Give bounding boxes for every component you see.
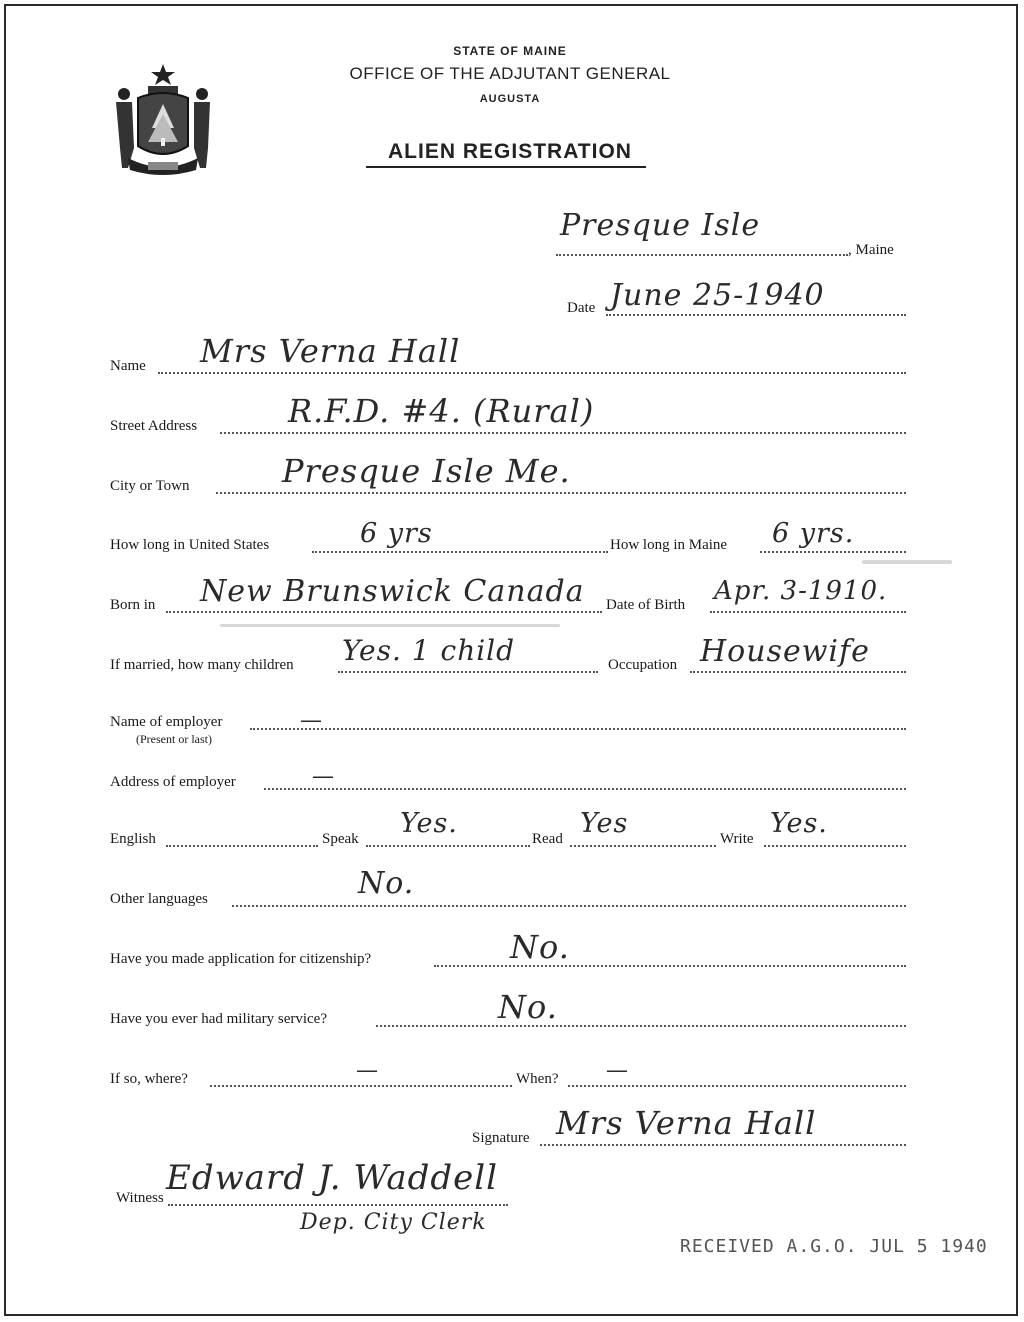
name-label: Name xyxy=(110,358,146,374)
received-stamp: RECEIVED A.G.O. JUL 5 1940 xyxy=(680,1236,988,1257)
title-underline xyxy=(366,166,646,168)
speak-value: Yes. xyxy=(400,808,458,839)
write-value: Yes. xyxy=(770,808,828,839)
employer-sublabel: (Present or last) xyxy=(136,732,212,746)
date-label: Date xyxy=(567,300,596,316)
speak-label: Speak xyxy=(322,831,359,847)
header-city: AUGUSTA xyxy=(479,93,541,105)
us-years-label: How long in United States xyxy=(110,537,270,553)
read-line xyxy=(570,845,716,847)
citizenship-line xyxy=(434,965,906,967)
employer-address-line xyxy=(264,788,906,790)
dob-line xyxy=(710,611,906,613)
street-line xyxy=(220,432,906,434)
military-value: No. xyxy=(498,988,558,1026)
when-line xyxy=(568,1085,906,1087)
city-value: Presque Isle Me. xyxy=(282,452,571,490)
where-value: — xyxy=(356,1058,379,1083)
smudge-mark-2 xyxy=(220,624,560,627)
children-label: If married, how many children xyxy=(110,657,294,673)
when-value: — xyxy=(606,1058,629,1083)
witness-name: Edward J. Waddell xyxy=(166,1158,499,1198)
when-label: When? xyxy=(516,1071,559,1087)
other-languages-value: No. xyxy=(358,866,415,901)
header-office: OFFICE OF THE ADJUTANT GENERAL xyxy=(349,64,671,83)
place-suffix: , Maine xyxy=(848,242,894,258)
header-state: STATE OF MAINE xyxy=(453,44,567,58)
witness-label: Witness xyxy=(116,1190,164,1206)
city-line xyxy=(216,492,906,494)
speak-line xyxy=(366,845,530,847)
us-years-value: 6 yrs xyxy=(360,518,433,549)
children-line xyxy=(338,671,598,673)
employer-value: — xyxy=(300,708,323,733)
city-label: City or Town xyxy=(110,478,190,494)
maine-state-seal-icon xyxy=(108,58,218,176)
occupation-label: Occupation xyxy=(608,657,678,673)
children-value: Yes. 1 child xyxy=(342,634,516,667)
date-line xyxy=(606,314,906,316)
maine-years-value: 6 yrs. xyxy=(772,518,855,549)
us-years-line xyxy=(312,551,608,553)
write-label: Write xyxy=(720,831,754,847)
street-value: R.F.D. #4. (Rural) xyxy=(288,392,595,430)
military-label: Have you ever had military service? xyxy=(110,1011,327,1027)
maine-years-label: How long in Maine xyxy=(610,537,728,553)
citizenship-value: No. xyxy=(510,928,570,966)
citizenship-label: Have you made application for citizenship? xyxy=(110,951,372,967)
signature-value: Mrs Verna Hall xyxy=(556,1104,817,1142)
dob-value: Apr. 3-1910. xyxy=(714,576,888,606)
smudge-mark xyxy=(862,560,952,564)
born-label: Born in xyxy=(110,597,156,613)
write-line xyxy=(764,845,906,847)
employer-label: Name of employer xyxy=(110,714,223,730)
date-value: June 25-1940 xyxy=(610,278,825,313)
name-value: Mrs Verna Hall xyxy=(200,332,461,370)
english-label: English xyxy=(110,831,156,847)
witness-line xyxy=(168,1204,508,1206)
read-label: Read xyxy=(532,831,563,847)
where-line xyxy=(210,1085,512,1087)
employer-line xyxy=(250,728,906,730)
born-line xyxy=(166,611,602,613)
military-line xyxy=(376,1025,906,1027)
other-languages-line xyxy=(232,905,906,907)
maine-years-line xyxy=(760,551,906,553)
employer-address-label: Address of employer xyxy=(110,774,236,790)
place-line xyxy=(556,254,848,256)
signature-label: Signature xyxy=(472,1130,530,1146)
english-line xyxy=(166,845,318,847)
form-title: ALIEN REGISTRATION xyxy=(388,140,632,163)
signature-line xyxy=(540,1144,906,1146)
where-label: If so, where? xyxy=(110,1071,188,1087)
witness-title: Dep. City Clerk xyxy=(300,1210,487,1235)
dob-label: Date of Birth xyxy=(606,597,686,613)
other-languages-label: Other languages xyxy=(110,891,208,907)
employer-address-value: — xyxy=(312,764,335,789)
name-line xyxy=(158,372,906,374)
occupation-line xyxy=(690,671,906,673)
place-value: Presque Isle xyxy=(560,208,761,243)
street-label: Street Address xyxy=(110,418,198,434)
read-value: Yes xyxy=(580,808,629,839)
occupation-value: Housewife xyxy=(700,634,870,669)
born-value: New Brunswick Canada xyxy=(200,574,585,609)
